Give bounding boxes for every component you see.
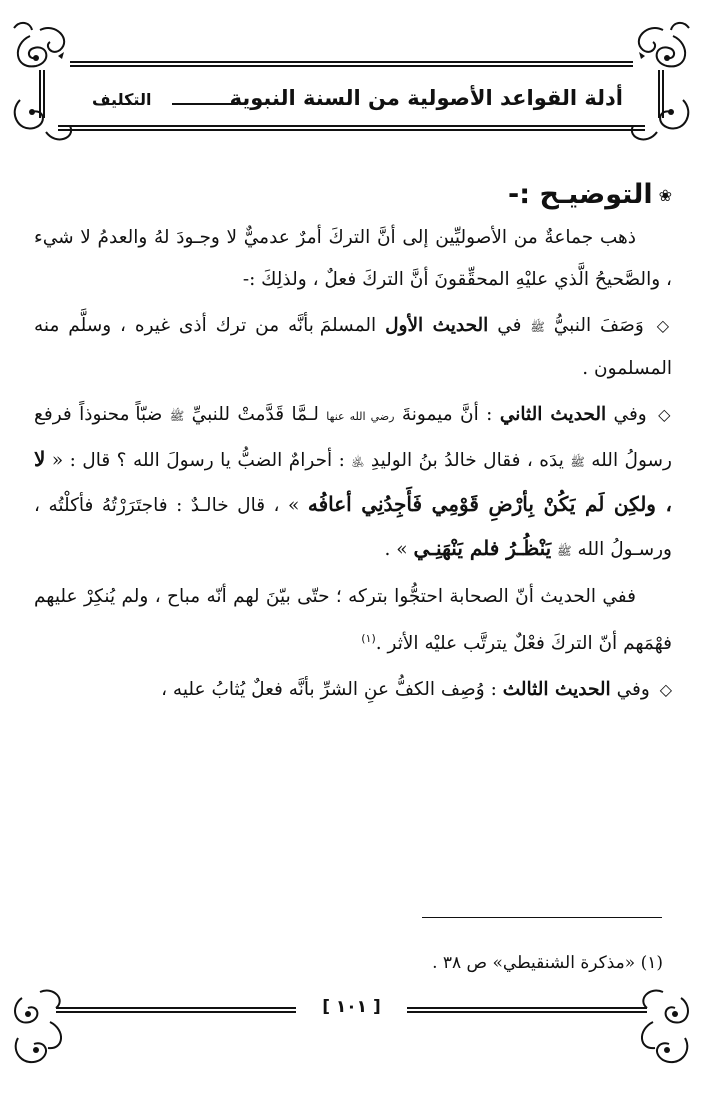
flower-icon: ❀: [658, 185, 672, 205]
p3-t1: : أنَّ ميمونةَ: [401, 404, 493, 425]
running-title: أدلة القواعد الأصولية من السنة النبوية: [229, 86, 623, 110]
paragraph-4: [34, 576, 672, 665]
p2-in: في: [497, 315, 522, 336]
p2-lead: وَصَفَ النبيُّ: [553, 315, 644, 336]
diamond-bullet-icon: ◇: [658, 405, 673, 424]
radiya-glyph: ﵁: [351, 455, 365, 469]
header-ornament: [0, 0, 703, 145]
footnote-ref[interactable]: (١): [361, 632, 376, 645]
p5-bold: الحديث الثالث: [502, 679, 611, 701]
sallam-glyph: ﷺ: [557, 544, 572, 558]
p3-t6: » ، قال خالـدٌ : فاجتَرَرْتُهُ فأكلْتُه ، ورسـولُ الله: [34, 495, 672, 560]
p3-bold: الحديث الثاني: [499, 404, 607, 425]
page-header: [0, 0, 703, 145]
p4-text: ففي الحديث أنّ الصحابة احتجُّوا بتركه ؛ حتّى بيّنَ لهم أنّه مباح ، ولم يُنكِرْ عليهم فهْمَهم أنّ التركَ فعْلٌ يترتَّب عليْه الأثر .: [34, 586, 672, 655]
sallam-glyph: ﷺ: [169, 409, 185, 423]
p3-quote2: يَنْظُـرُ فلم يَنْهَنِـي: [413, 536, 552, 560]
paragraph-2: [34, 305, 672, 390]
page-number: [ ١٠١ ]: [322, 997, 381, 1017]
paragraph-3: [34, 394, 672, 572]
p3-quote1: لا ، ولكِن لَم يَكُنْ بِأرْضِ قَوْمِي فَأَجِدُنِي أعافُه: [34, 447, 672, 516]
p3-radiya: رضي الله عنها: [326, 410, 395, 423]
chapter-name: التكليف: [92, 90, 152, 109]
p3-t7: » .: [384, 539, 408, 560]
section-heading-text: التوضيـح :-: [508, 179, 653, 210]
p3-t3: ضبّاً محنوذاً فرفع رسولُ الله: [34, 404, 672, 471]
diamond-bullet-icon: ◇: [659, 680, 672, 700]
paragraph-1: ذهب جماعةٌ من الأصوليِّين إلى أنَّ التركَ أمرٌ عدميٌّ لا وجـودَ لهُ والعدمُ لا شيء ، والصَّحيحُ الَّذي عليْهِ المحقِّقونَ أنَّ التركَ فعلٌ ، ولذلِكَ :-: [34, 227, 672, 290]
sallam-glyph: ﷺ: [530, 320, 545, 334]
page-body: [34, 175, 672, 711]
section-heading: [34, 175, 672, 215]
paragraph-5: [34, 669, 672, 711]
footnote-rule: [422, 917, 662, 918]
p2-rest: المسلمَ بأنَّه من ترك أذى غيره ، وسلَّم منه المسلمون .: [34, 315, 672, 379]
p5-rest: : وُصِف الكفُّ عنِ الشرِّ بأنَّه فعلٌ يُثابُ عليه ،: [161, 679, 497, 701]
p3-t5: : أحرامٌ الضبُّ يا رسولَ الله ؟ قال : «: [51, 450, 345, 471]
p5-lead: وفي: [616, 679, 650, 701]
p2-bold: الحديث الأول: [385, 315, 489, 336]
footnote: (١) «مذكرة الشنقيطي» ص ٣٨ .: [432, 953, 663, 973]
footer-ornament: [0, 978, 703, 1068]
title-separator: [172, 103, 238, 105]
p3-t4: يدَه ، فقال خالدُ بنُ الوليدِ: [370, 450, 564, 471]
p3-lead: وفي: [613, 404, 647, 425]
p3-t2: لـمَّا قَدَّمتْ للنبيِّ: [191, 404, 319, 425]
diamond-bullet-icon: ◇: [656, 316, 672, 335]
sallam-glyph: ﷺ: [570, 455, 585, 469]
